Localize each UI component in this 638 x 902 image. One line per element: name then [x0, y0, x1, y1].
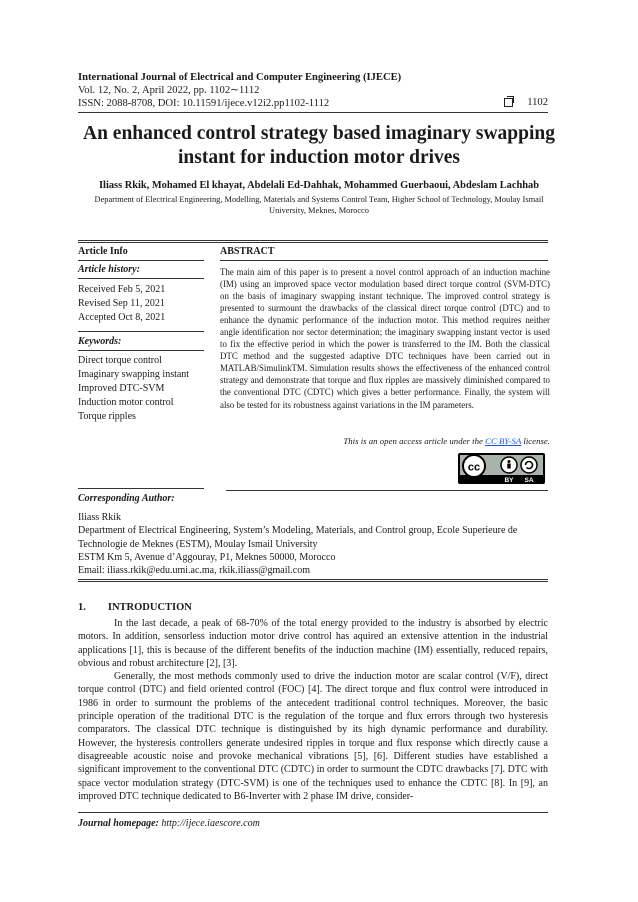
page-box-icon	[504, 98, 513, 107]
article-info-rule	[78, 260, 204, 261]
abstract-heading: ABSTRACT	[220, 246, 275, 257]
section-rule-bottom-2	[78, 581, 548, 582]
keyword-item: Imaginary swapping instant	[78, 369, 190, 380]
corresponding-heading: Corresponding Author:	[78, 493, 175, 504]
keyword-item: Improved DTC-SVM	[78, 383, 165, 394]
intro-paragraph-1: In the last decade, a peak of 68-70% of the total energy provided to the industry is absorbed by electric motors. In addition, sensorless induction motor drive control has aquired an extensive attention in the industrial applications [1], this is because of the different benefits of the induction machine (IM) essentially, reduced repairs, obvious and robust architecture [2], [3].	[78, 618, 548, 669]
section-rule-top	[78, 240, 548, 241]
keywords-rule-top	[78, 331, 204, 332]
svg-text:cc: cc	[467, 461, 481, 474]
corresponding-address: ESTM Km 5, Avenue d’Aggouray, P1, Meknes 50000, Morocco	[78, 551, 336, 563]
history-heading: Article history:	[78, 264, 140, 275]
volume-info: Vol. 12, No. 2, April 2022, pp. 1102∼1112	[78, 85, 260, 96]
history-rule	[78, 278, 204, 279]
intro-body	[78, 617, 548, 803]
author-list: Iliass Rkik, Mohamed El khayat, Abdelali Ed-Dahhak, Mohammed Guerbaoui, Abdeslam Lachhab	[99, 180, 539, 191]
header-rule	[78, 112, 548, 113]
corresponding-name: Iliass Rkik	[78, 512, 122, 523]
corresponding-email: Email: iliass.rkik@edu.umi.ac.ma, rkik.iliass@gmail.com	[78, 565, 310, 577]
keyword-item: Direct torque control	[78, 355, 162, 366]
license-badge-by: BY	[504, 477, 514, 484]
abstract-rule	[220, 260, 548, 261]
intro-title: INTRODUCTION	[107, 602, 192, 613]
article-info-heading: Article Info	[78, 246, 128, 257]
corr-rule-left	[78, 488, 204, 489]
abstract-text: The main aim of this paper is to present a novel control approach of an induction machine (IM) using an improved space vector modulation based direct torque control (SVM-DTC) on the basis of imaginary swapping instant technique. The improved control strategy is presented to surmount the drawbacks of the classical direct torque control (DTC) and to enhance the dynamic performance of the induction motor. This method requires neither angle identification nor sector determination; the imaginary swapping instant vector is used to fix the effective period in which the power is transferred to the IM. Both the classical DTC method and the suggested adaptive DTC techniques have been carried out in MATLAB/SimulinkTM. Simulation results shows the effectiveness of the enhanced control strategy and demonstrate that torque and flux ripples are massively diminished compared to the conventional DTC (CDTC) which gives a better performance. Finally, the system will also be tested for its robustness against variations in the IM parameters.	[220, 267, 550, 410]
footer-rule	[78, 812, 548, 813]
intro-paragraph-2: Generally, the most methods commonly used to drive the induction motor are scalar control (V/F), direct torque control (DTC) and field oriented control (FOC) [4]. The direct torque and flux control were introduced in 1986 in order to surmount the problems of the antecedent traditional control techniques. Moreover, the basic principle operation of the traditional DTC is the regulation of the torque and flux errors through two hysteresis comparators. The classical DTC technique is distinguished by its high dynamic performance and durability. However, the hysteresis controllers generate undesired ripples in torque and flux response which directly cause a disagreeable acoustic noise and provoke mechanical vibrations [5], [6]. Different studies have established a significant improvement to the conventional DTC (CDTC) in order to surmount the CDTC drawbacks [7]. DTC with space vector modulation strategy (DTC-SVM) is one of the techniques used to enhance the CDTC [8]. In [9], an improved DTC technique dedicated to B6-Inverter with 2 phase IM drive, consider-	[78, 671, 548, 802]
received-date: Received Feb 5, 2021	[78, 284, 166, 295]
open-access-notice	[343, 436, 550, 446]
accepted-date: Accepted Oct 8, 2021	[78, 312, 166, 323]
intro-number: 1.	[78, 602, 86, 613]
keyword-item: Induction motor control	[78, 397, 174, 408]
intro-heading	[78, 602, 192, 613]
affiliation: Department of Electrical Engineering, Modelling, Materials and Systems Control Team, Higher School of Technology, Moulay Ismail University, Meknes, Morocco	[94, 195, 544, 215]
keywords-heading: Keywords:	[78, 336, 122, 347]
keywords-rule	[78, 350, 204, 351]
revised-date: Revised Sep 11, 2021	[78, 298, 165, 309]
cc-license-badge[interactable]	[458, 453, 545, 484]
section-rule-top-2	[78, 242, 548, 243]
section-rule-bottom	[78, 579, 548, 580]
issn-doi: ISSN: 2088-8708, DOI: 10.11591/ijece.v12i2.pp1102-1112	[78, 98, 330, 109]
license-link[interactable]: CC BY-SA	[485, 436, 522, 446]
cc-badge-graphic	[458, 453, 545, 484]
journal-name: International Journal of Electrical and Computer Engineering (IJECE)	[78, 72, 402, 83]
open-access-prefix: This is an open access article under the	[343, 436, 486, 446]
journal-homepage	[78, 818, 260, 829]
page-number: 1102	[527, 97, 548, 108]
homepage-label: Journal homepage:	[78, 818, 159, 829]
keyword-item: Torque ripples	[78, 411, 136, 422]
sa-share-icon	[521, 457, 537, 473]
open-access-suffix: license.	[521, 436, 550, 446]
corr-rule-right	[226, 490, 548, 491]
paper-title: An enhanced control strategy based imaginary swapping instant for induction motor drives	[82, 123, 555, 168]
license-badge-sa: SA	[524, 477, 534, 484]
page-indicator	[504, 97, 548, 108]
corresponding-dept: Department of Electrical Engineering, System’s Modeling, Materials, and Control group, Ecole Superieure de Technologie de Meknes (ESTM), Moulay Ismail University	[78, 525, 518, 550]
homepage-url[interactable]: http://ijece.iaescore.com	[161, 818, 260, 829]
corresponding-block	[78, 511, 548, 577]
